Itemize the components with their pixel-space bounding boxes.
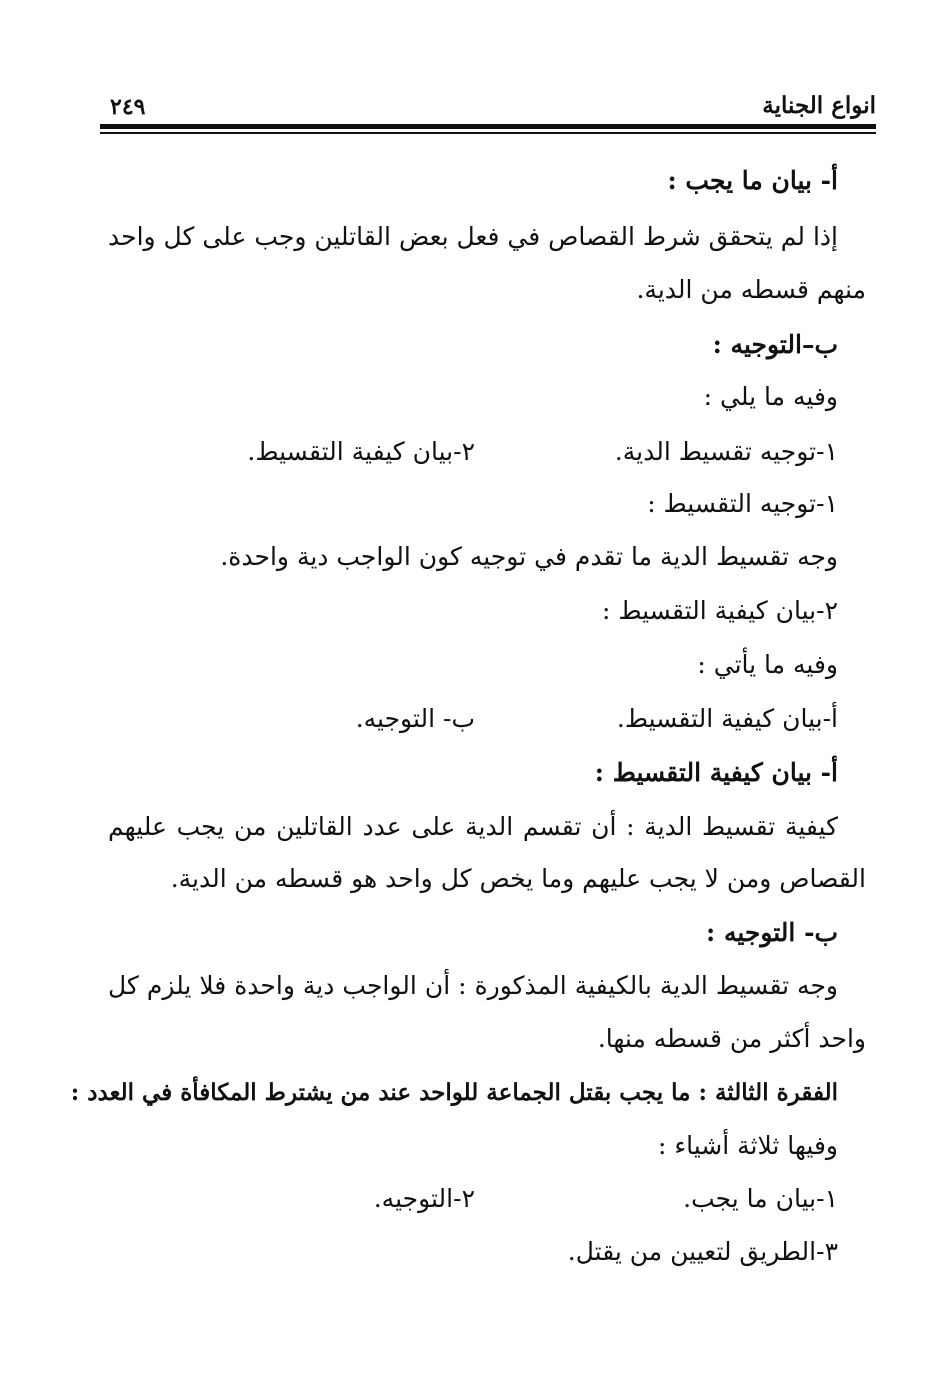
- paragraph-line: القصاص ومن لا يجب عليهم وما يخص كل واحد هو قسطه من الدية.: [170, 864, 866, 893]
- page-number: ٢٤٩: [110, 94, 146, 120]
- paragraph-line: وجه تقسيط الدية ما تقدم في توجيه كون الواجب دية واحدة.: [220, 542, 838, 571]
- section-heading: أ- بيان كيفية التقسيط :: [594, 758, 838, 787]
- list-item: أ-بيان كيفية التقسيط.: [616, 704, 838, 733]
- paragraph-line: وفيها ثلاثة أشياء :: [657, 1131, 838, 1160]
- chapter-title: انواع الجناية: [762, 92, 876, 119]
- paragraph-line: وفيه ما يأتي :: [697, 650, 838, 679]
- list-item: ٢-بيان كيفية التقسيط.: [247, 437, 475, 466]
- section-heading: ب- التوجيه :: [706, 918, 838, 947]
- paragraph-line: ٢-بيان كيفية التقسيط :: [602, 596, 838, 625]
- section-heading: ب–التوجيه :: [712, 330, 838, 359]
- paragraph-line: واحد أكثر من قسطه منها.: [597, 1024, 866, 1053]
- header-rule-thin: [100, 132, 876, 134]
- section-heading: أ- بيان ما يجب :: [667, 166, 838, 195]
- paragraph-line: إذا لم يتحقق شرط القصاص في فعل بعض القاتلين وجب على كل واحد: [108, 222, 838, 251]
- list-item: ب- التوجيه.: [355, 704, 475, 733]
- section-heading: الفقرة الثالثة : ما يجب بقتل الجماعة للواحد عند من يشترط المكافأة في العدد :: [70, 1079, 838, 1106]
- paragraph-line: وجه تقسيط الدية بالكيفية المذكورة : أن الواجب دية واحدة فلا يلزم كل: [108, 971, 838, 1000]
- list-item: ١-توجيه تقسيط الدية.: [614, 437, 838, 466]
- paragraph-line: منهم قسطه من الدية.: [636, 275, 866, 304]
- running-header: [100, 92, 876, 122]
- paragraph-line: وفيه ما يلي :: [703, 382, 838, 411]
- list-item: ٣-الطريق لتعيين من يقتل.: [567, 1237, 838, 1266]
- paragraph-line: كيفية تقسيط الدية : أن تقسم الدية على عدد القاتلين من يجب عليهم: [108, 812, 838, 841]
- paragraph-line: ١-توجيه التقسيط :: [647, 489, 838, 518]
- header-rule-thick: [100, 124, 876, 129]
- list-item: ٢-التوجيه.: [373, 1184, 475, 1213]
- list-item: ١-بيان ما يجب.: [683, 1184, 838, 1213]
